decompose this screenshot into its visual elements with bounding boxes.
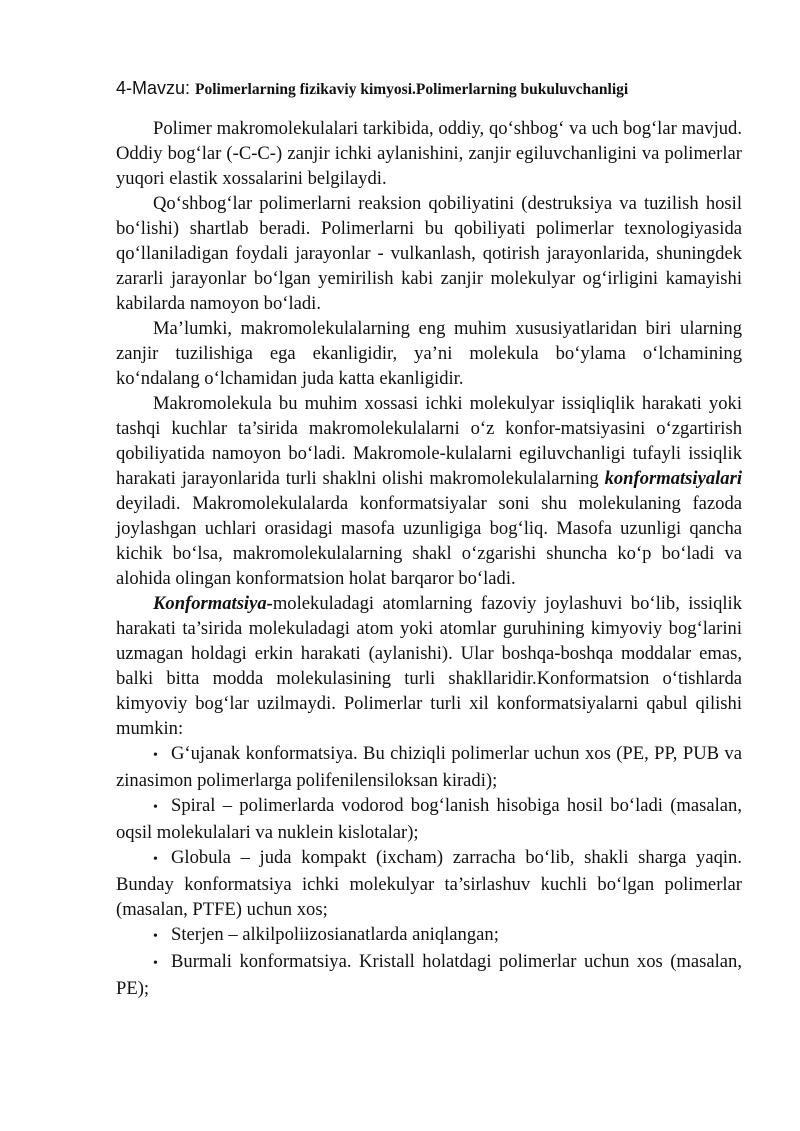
list-item-text: Spiral – polimerlarda vodorod bog‘lanish hisobiga hosil bo‘ladi (masalan, oqsil molekulalari va nuklein kislotalar); bbox=[116, 795, 742, 843]
paragraph-chain-structure: Ma’lumki, makromolekulalarning eng muhim xususiyatlaridan biri ularning zanjir tuzilishiga ega ekanligidir, ya’ni molekula bo‘ylama o‘lchamining ko‘ndalang o‘lchamidan juda katta ekanligidir. bbox=[116, 318, 742, 389]
bullet-icon: • bbox=[153, 748, 158, 763]
topic-heading bbox=[116, 76, 742, 102]
list-item bbox=[116, 845, 742, 922]
list-item bbox=[116, 741, 742, 793]
paragraph-conformations bbox=[116, 391, 742, 591]
paragraph-double-bonds: Qo‘shbog‘lar polimerlarni reaksion qobiliyatini (destruksiya va tuzilish hosil bo‘lishi) shartlab beradi. Polimerlarni bu qobiliyati polimerlar texnologiyasida qo‘llaniladigan foydali jarayonlar - vulkanlash, qotirish jarayonlarida, shuningdek zararli jarayonlar bo‘lgan yemirilish kabi zanjir molekulyar og‘irligini kamayishi kabilarda namoyon bo‘ladi. bbox=[116, 193, 742, 314]
term-konformatsiyalari: konformatsiyalari bbox=[604, 468, 742, 489]
paragraph-conformations-text-b: deyiladi. bbox=[116, 493, 181, 514]
paragraph-conformations-text-a: Makromolekula bu muhim xossasi ichki molekulyar issiqliqlik harakati yoki tashqi kuchlar ta’sirida makromolekulalarni o‘z konfor-matsiyasini o‘zgartirish qobiliyatida namoyon bo‘ladi. Makromole-kulalarni egiluvchanligi tufayli issiqlik harakati jarayonlarida turli shaklni olishi makromolekulalarning bbox=[116, 393, 742, 489]
bullet-icon: • bbox=[153, 929, 158, 944]
paragraph-bond-types: Polimer makromolekulalari tarkibida, oddiy, qo‘shbog‘ va uch bog‘lar mavjud. Oddiy bog‘lar (-C-C-) zanjir ichki aylanishini, zanjir egiluvchanligini va polimerlar yuqori elastik xossalarini belgilaydi. bbox=[116, 118, 742, 189]
konformatsiya-definition-text: molekuladagi atomlarning fazoviy joylashuvi bo‘lib, issiqlik harakati ta’sirida molekuladagi atom yoki atomlar guruhining kimyoviy bog‘larini uzmagan holdagi erkin harakati (aylanishi). Ular boshqa-boshqa moddalar emas, balki bitta modda molekulasining turli shakllaridir.Konformatsion o‘tishlarda kimyoviy bog‘lar uzilmaydi. Polimerlar turli xil konformatsiyalarni qabul qilishi mumkin: bbox=[116, 593, 742, 739]
list-item bbox=[116, 922, 742, 949]
list-item-text: Sterjen – alkilpoliizosianatlarda aniqlangan; bbox=[171, 924, 499, 945]
paragraph-conformations-text-rest: Makromolekulalarda konformatsiyalar soni shu molekulaning fazoda joylashgan uchlari orasidagi masofa uzunligiga bog‘liq. Masofa uzunligi qancha kichik bo‘lsa, makromolekulalarning shakl o‘zgarishi shuncha ko‘p bo‘ladi va alohida olingan konformatsion holat barqaror bo‘ladi. bbox=[116, 493, 742, 589]
list-item-text: Globula – juda kompakt (ixcham) zarracha bo‘lib, shakli sharga yaqin. Bunday konformatsiya ichki molekulyar ta’sirlashuv kuchli bo‘lgan polimerlar (masalan, PTFE) uchun xos; bbox=[116, 847, 742, 920]
term-konformatsiya: Konformatsiya- bbox=[153, 593, 273, 614]
bullet-icon: • bbox=[153, 956, 158, 971]
topic-title: Polimerlarning fizikaviy kimyosi.Polimerlarning bukuluvchanligi bbox=[195, 81, 629, 98]
document-page bbox=[116, 76, 742, 1001]
bullet-icon: • bbox=[153, 800, 158, 815]
list-item bbox=[116, 793, 742, 845]
list-item bbox=[116, 949, 742, 1001]
list-item-text: G‘ujanak konformatsiya. Bu chiziqli polimerlar uchun xos (PE, PP, PUB va zinasimon polimerlarga polifenilensiloksan kiradi); bbox=[116, 743, 742, 791]
conformation-list bbox=[116, 741, 742, 1001]
list-item-text: Burmali konformatsiya. Kristall holatdagi polimerlar uchun xos (masalan, PE); bbox=[116, 951, 742, 999]
paragraph-konformatsiya-definition bbox=[116, 591, 742, 741]
bullet-icon: • bbox=[153, 852, 158, 867]
topic-number: 4-Mavzu: bbox=[116, 78, 196, 98]
